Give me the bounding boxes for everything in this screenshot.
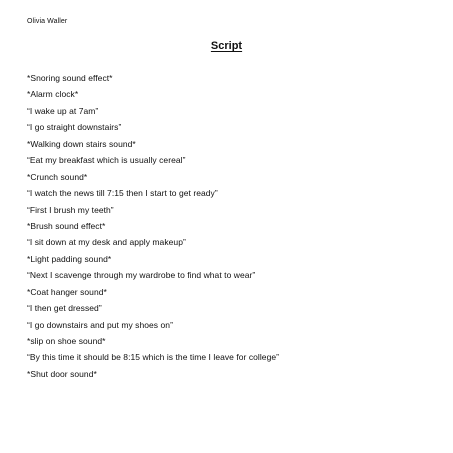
script-line: “I go downstairs and put my shoes on” [27, 319, 173, 330]
script-line: *Walking down stairs sound* [27, 138, 136, 149]
script-line: *Alarm clock* [27, 89, 79, 100]
script-line: *Light padding sound* [27, 253, 112, 264]
script-lines [27, 72, 437, 384]
script-line: “First I brush my teeth” [27, 204, 114, 215]
script-line: “I go straight downstairs” [27, 122, 122, 133]
author-name: Olivia Waller [27, 18, 68, 25]
script-line: *slip on shoe sound* [27, 336, 106, 346]
script-line: “Eat my breakfast which is usually cereal” [27, 155, 186, 166]
script-line: “I wake up at 7am” [27, 105, 99, 116]
script-line: *Coat hanger sound* [27, 286, 107, 297]
script-line: *Brush sound effect* [27, 220, 106, 231]
script-line: *Shut door sound* [27, 368, 97, 379]
script-line: “By this time it should be 8:15 which is the time I leave for college” [27, 352, 280, 363]
page-title [0, 39, 453, 53]
title-text: Script [210, 40, 243, 52]
script-line: “Next I scavenge through my wardrobe to find what to wear” [27, 270, 256, 281]
script-line: “I watch the news till 7:15 then I start to get ready” [27, 188, 218, 199]
script-line: *Crunch sound* [27, 171, 88, 182]
script-line: “I then get dressed” [27, 303, 102, 314]
script-line: *Snoring sound effect* [27, 73, 113, 83]
script-line: “I sit down at my desk and apply makeup” [27, 237, 186, 248]
